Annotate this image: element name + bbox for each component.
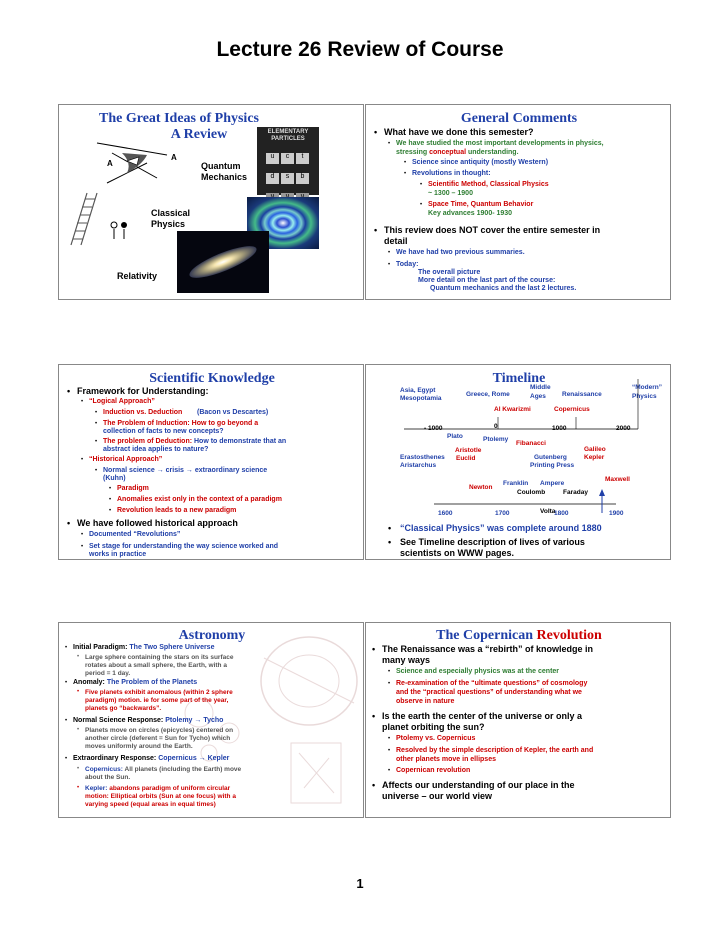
slide-scientific-knowledge: Scientific Knowledge • Framework for Understanding: • “Logical Approach” • Induction vs. Deduction (Bacon vs Descartes) • The Problem of Induction: How to go beyond a collection of facts to new concepts? • The problem of Deduction: How to demonstrate that an abstract idea applies to nature? • “Historical Approach” • Normal science → crisis → extraordinary science (Kuhn) • Paradigm • Anomalies exist only in the context of a paradigm • Revolution leads to a new paradigm • We have followed historical approach • Documented “Revolutions” • Set stage for understanding the way science worked and works in practice xyxy=(58,364,364,560)
s5-p1s3: period = 1 day. xyxy=(85,670,131,677)
slide-timeline: Timeline Asia, Egypt Mesopotamia Greece, Rome Middle Ages Renaissance “Modern” Physics Al Kwarizmi Copernicus - 1000 0 1000 2000 Plato Ptolemy Fibanacci Aristotle Galileo Erastosthenes Euclid Gutenberg Kepler Aristarchus Printing Press Franklin Ampere Maxwell Newton Coulomb Faraday Volta 1600 1700 1800 1900 • “Classical Physics” was complete around 1880 • See Timeline description of lives of various scientists on WWW pages. xyxy=(365,364,671,560)
quark-c: c xyxy=(281,153,294,164)
classical-label: Classical xyxy=(151,208,191,218)
s6-b1a: The Renaissance was a “rebirth” of knowledge in xyxy=(382,644,594,654)
tl-renaissance: Renaissance xyxy=(562,391,602,398)
s2-b5: Space Time, Quantum Behavior xyxy=(428,201,534,208)
quantum-diagram xyxy=(87,133,177,193)
quark-s: s xyxy=(281,173,294,184)
s2-c1: We have had two previous summaries. xyxy=(396,249,525,256)
tl-0: 0 xyxy=(494,423,498,430)
ladder-illustration xyxy=(67,191,103,247)
s3-l4a: The problem of Deduction: How to demonstrate that an xyxy=(103,438,287,445)
slide2-title: General Comments xyxy=(460,111,578,126)
s3-h2b: (Kuhn) xyxy=(103,475,126,482)
quark-u: u xyxy=(266,153,279,164)
tl-volta: Volta xyxy=(540,508,556,515)
s6-s3: Ptolemy vs. Copernicus xyxy=(396,735,476,742)
slide3-title: Scientific Knowledge xyxy=(149,371,275,386)
s5-p2s1: Five planets exhibit anomalous (within 2 sphere xyxy=(85,689,233,696)
s5-p1s2: rotates about a small sphere, the Earth, with a xyxy=(85,662,227,669)
s6-b2a: Is the earth the center of the universe or only a xyxy=(382,711,583,721)
tl-kepler: Kepler xyxy=(584,454,605,461)
tl-m1000: - 1000 xyxy=(424,425,443,432)
s2-q2b: detail xyxy=(384,236,408,246)
s4-b2b: scientists on WWW pages. xyxy=(400,548,515,558)
tl-franklin: Franklin xyxy=(503,480,529,487)
tl-ptolemy: Ptolemy xyxy=(483,436,509,443)
quark-t: t xyxy=(296,153,309,164)
particles-chart xyxy=(257,127,319,195)
s5-p4s5: varying speed (equal areas in equal times) xyxy=(85,801,216,808)
quark-b: b xyxy=(296,173,309,184)
mechanics-label: Mechanics xyxy=(201,172,248,182)
tl-gutenberg: Gutenberg xyxy=(534,454,567,461)
s3-l1: “Logical Approach” xyxy=(89,398,155,405)
s2-b4b: ~ 1300 – 1900 xyxy=(428,190,473,197)
s3-h3: Paradigm xyxy=(117,485,149,492)
s5-p1s1: Large sphere containing the stars on its surface xyxy=(85,654,234,661)
tl-newton: Newton xyxy=(469,484,493,491)
s5-p2: Anomaly: The Problem of the Planets xyxy=(73,679,198,686)
s2-q2a: This review does NOT cover the entire semester in xyxy=(384,225,601,235)
s6-s4b: other planets move in ellipses xyxy=(396,756,496,763)
tl-maxwell: Maxwell xyxy=(605,476,630,483)
tl-alkwarizmi: Al Kwarizmi xyxy=(494,406,531,413)
physics-label: Physics xyxy=(151,219,186,229)
slide6-title: The Copernican Revolution xyxy=(436,628,602,643)
s2-c5: Quantum mechanics and the last 2 lectures. xyxy=(430,285,577,292)
s6-s2a: Re-examination of the “ultimate questions” of cosmology xyxy=(396,680,588,687)
tl-middle2: Ages xyxy=(530,393,546,400)
s6-s5: Copernican revolution xyxy=(396,767,471,774)
s6-b1b: many ways xyxy=(382,655,431,665)
s3-q2: We have followed historical approach xyxy=(77,518,238,528)
s3-l2a: Induction vs. Deduction xyxy=(103,409,183,416)
s5-p4: Extraordinary Response: Copernicus → Kepler xyxy=(73,755,230,762)
falling-balls-illustration xyxy=(109,221,131,241)
s3-r2a: Set stage for understanding the way science worked and xyxy=(89,543,279,550)
s6-s4a: Resolved by the simple description of Kepler, the earth and xyxy=(396,747,594,754)
tl-1600: 1600 xyxy=(438,510,453,517)
s5-p3s2: another circle (deferent = Sun for Tycho) which xyxy=(85,735,231,742)
slide-copernican-revolution: The Copernican Revolution • The Renaissance was a “rebirth” of knowledge in many ways • Science and especially physics was at the center • Re-examination of the “ultimate questions” of cosmology and the “practical questions” of understanding what we observe in nature • Is the earth the center of the universe or only a planet orbiting the sun? • Ptolemy vs. Copernicus • Resolved by the simple description of Kepler, the earth and other planets move in ellipses • Copernican revolution • Affects our understanding of our place in the universe – our world view xyxy=(365,622,671,818)
slide-general-comments: General Comments • What have we done this semester? • We have studied the most important developments in physics, stressing conceptual understanding. • Science since antiquity (mostly Western) • Revolutions in thought: • Scientific Method, Classical Physics ~ 1300 – 1900 • Space Time, Quantum Behavior Key advances 1900- 1930 • This review does NOT cover the entire semester in detail • We have had two previous summaries. • Today: The overall picture More detail on the last part of the course: Quantum mechanics and the last 2 lectures. xyxy=(365,104,671,300)
s2-q1: What have we done this semester? xyxy=(384,127,534,137)
s2-b4: Scientific Method, Classical Physics xyxy=(428,181,549,188)
tl-euclid: Euclid xyxy=(456,455,476,462)
tl-1000: 1000 xyxy=(552,425,567,432)
s6-b3a: Affects our understanding of our place in the xyxy=(382,780,575,790)
particles-title-1: ELEMENTARY xyxy=(267,129,309,135)
tl-plato: Plato xyxy=(447,433,463,440)
s5-p2s2: paradigm) motion. ie for some part of the year, xyxy=(85,697,229,704)
quark-d: d xyxy=(266,173,279,184)
slide1-title-line2: A Review xyxy=(170,127,228,142)
tl-meso: Mesopotamia xyxy=(400,395,442,402)
relativity-label: Relativity xyxy=(117,271,158,281)
slide5-title: Astronomy xyxy=(178,628,246,643)
s2-b3: Revolutions in thought: xyxy=(412,170,491,177)
s4-b1: “Classical Physics” was complete around 1880 xyxy=(400,523,602,533)
s5-p3s3: moves uniformly around the Earth. xyxy=(85,743,193,750)
s2-b2: Science since antiquity (mostly Western) xyxy=(412,159,549,166)
s3-h4: Anomalies exist only in the context of a paradigm xyxy=(117,496,282,503)
tl-1700: 1700 xyxy=(495,510,510,517)
s5-p1: Initial Paradigm: The Two Sphere Universe xyxy=(73,644,215,651)
s3-r1: Documented “Revolutions” xyxy=(89,531,181,538)
tl-aristarchus: Aristarchus xyxy=(400,462,437,469)
s6-b2b: planet orbiting the sun? xyxy=(382,722,485,732)
tl-modern2: Physics xyxy=(632,393,657,400)
s2-c3: The overall picture xyxy=(418,269,481,276)
s2-c4: More detail on the last part of the course: xyxy=(418,277,556,284)
page-title: Lecture 26 Review of Course xyxy=(216,38,504,61)
slide-astronomy: Astronomy • Initial Paradigm: The Two Sphere Universe • Large sphere containing the stars on its surface rotates about a small sphere, the Earth, with a period = 1 day. • Anomaly: The Problem of the Planets • Five planets exhibit anomalous (within 2 sphere paradigm) motion. ie for some part of the year, planets go “backwards”. • Normal Science Response: Ptolemy → Tycho • Planets move on circles (epicycles) centered on another circle (deferent = Sun for Tycho) which moves uniformly around the Earth. • Extraordinary Response: Copernicus → Kepler • Copernicus: All planets (including the Earth) move about the Sun. • Kepler: abandons paradigm of uniform circular motion: Elliptical orbits (Sun at one focus) with a varying speed (equal areas in equal times) xyxy=(58,622,364,818)
s6-s2c: observe in nature xyxy=(396,698,455,705)
particles-title-2: PARTICLES xyxy=(271,136,305,142)
s3-l2b: (Bacon vs Descartes) xyxy=(197,409,269,416)
s5-p3s1: Planets move on circles (epicycles) centered on xyxy=(85,727,234,734)
slide-great-ideas xyxy=(58,104,364,300)
s5-p3: Normal Science Response: Ptolemy → Tycho xyxy=(73,717,224,724)
s3-q1: Framework for Understanding: xyxy=(77,386,209,396)
tl-coulomb: Coulomb xyxy=(517,489,546,496)
s5-p4s2: about the Sun. xyxy=(85,774,131,781)
s5-p4s3: Kepler: abandons paradigm of uniform circular xyxy=(85,785,231,792)
tl-fibanacci: Fibanacci xyxy=(516,440,546,447)
s3-l3b: collection of facts to new concepts? xyxy=(103,428,224,435)
tl-2000: 2000 xyxy=(616,425,631,432)
s2-b1a: We have studied the most important developments in physics, xyxy=(396,140,604,147)
tl-modern1: “Modern” xyxy=(632,384,662,391)
s6-b3b: universe – our world view xyxy=(382,791,493,801)
quantum-label: Quantum xyxy=(201,161,241,171)
tl-faraday: Faraday xyxy=(563,489,588,496)
tl-printing: Printing Press xyxy=(530,462,575,469)
slide4-title: Timeline xyxy=(492,371,546,386)
tl-1900: 1900 xyxy=(609,510,624,517)
s5-p2s3: planets go “backwards”. xyxy=(85,705,162,712)
a12-label: A xyxy=(107,159,113,168)
tl-1800: 1800 xyxy=(554,510,569,517)
tl-copernicus: Copernicus xyxy=(554,406,590,413)
s3-h1: “Historical Approach” xyxy=(89,456,163,463)
page-number: 1 xyxy=(356,876,364,891)
s6-s2b: and the “practical questions” of understanding what we xyxy=(396,689,582,696)
s2-b1b: stressing conceptual understanding. xyxy=(396,149,519,156)
s3-h5: Revolution leads to a new paradigm xyxy=(117,507,237,514)
tl-middle1: Middle xyxy=(530,384,551,391)
s6-s1: Science and especially physics was at the center xyxy=(396,668,560,675)
tl-aristotle: Aristotle xyxy=(455,447,482,454)
slide1-title-line1: The Great Ideas of Physics xyxy=(99,111,259,126)
s3-l3a: The Problem of Induction: How to go beyond a xyxy=(103,420,259,427)
tl-galileo: Galileo xyxy=(584,446,606,453)
s3-h2a: Normal science → crisis → extraordinary science xyxy=(103,467,268,474)
s5-p4s1: Copernicus: All planets (including the Earth) move xyxy=(85,766,242,773)
tl-erastosthenes: Erastosthenes xyxy=(400,454,445,461)
s3-l4b: abstract idea applies to nature? xyxy=(103,446,209,453)
s3-r2b: works in practice xyxy=(89,551,147,558)
a34-label: A xyxy=(171,153,177,162)
s2-c2: Today: xyxy=(396,261,419,268)
tl-ampere: Ampere xyxy=(540,480,565,487)
tl-greece: Greece, Rome xyxy=(466,391,510,398)
tl-asia: Asia, Egypt xyxy=(400,387,436,394)
s5-p4s4: motion: Elliptical orbits (Sun at one focus) with a xyxy=(85,793,236,800)
s4-b2a: See Timeline description of lives of various xyxy=(400,537,585,547)
s2-b5b: Key advances 1900- 1930 xyxy=(428,210,513,217)
galaxy-image xyxy=(177,231,269,293)
